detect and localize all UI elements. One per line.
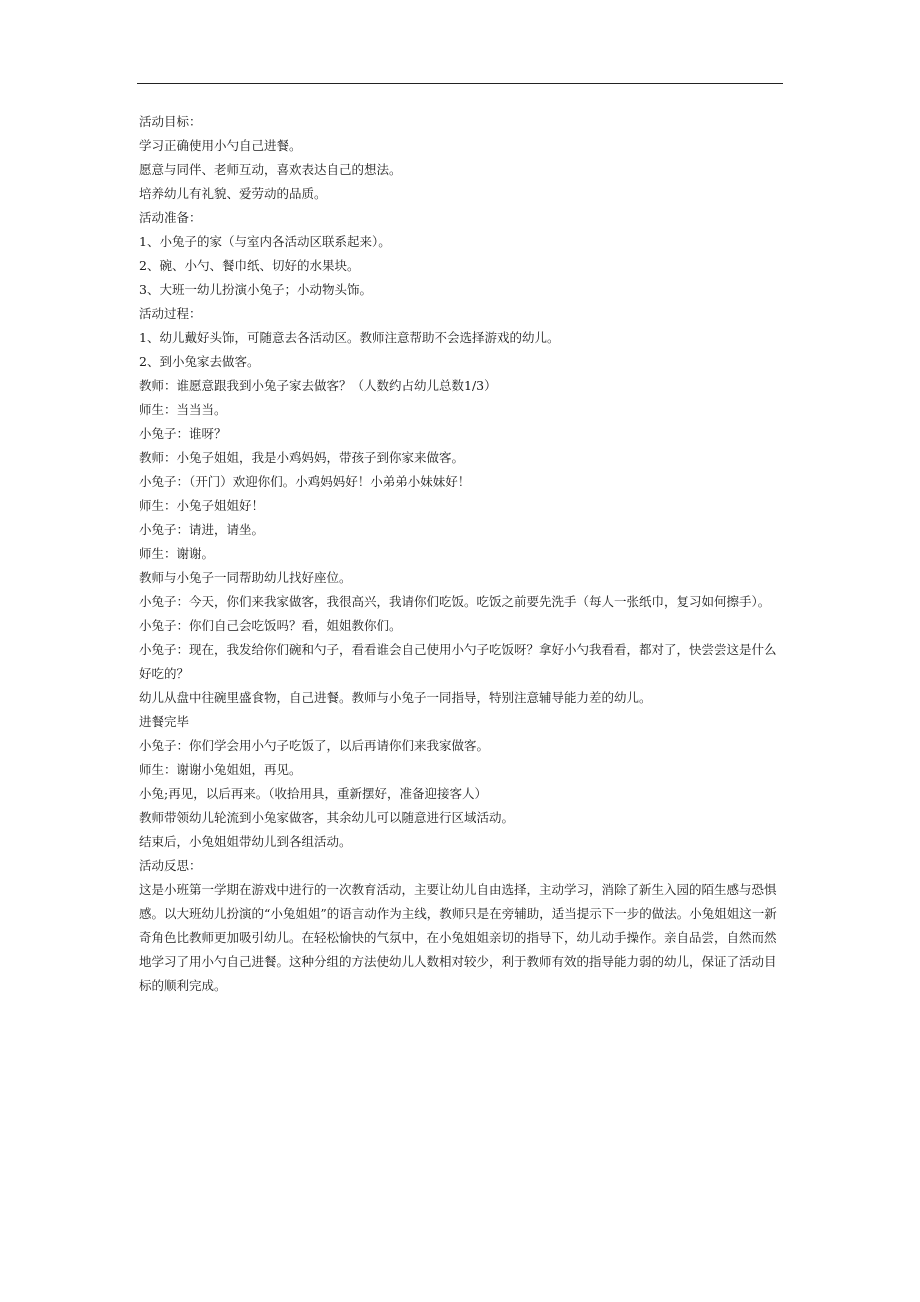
dialogue-line: 小兔子：你们自己会吃饭吗？看，姐姐教你们。 xyxy=(139,618,402,633)
heading-process: 活动过程： xyxy=(139,306,202,321)
dialogue-line: 师生：谢谢。 xyxy=(139,546,215,561)
goal-item: 学习正确使用小勺自己进餐。 xyxy=(139,138,302,153)
preparation-item: 3、大班一幼儿扮演小兔子；小动物头饰。 xyxy=(139,282,372,297)
reflection-paragraph: 这是小班第一学期在游戏中进行的一次教育活动，主要让幼儿自由选择，主动学习，消除了新生入园的陌生感与恐惧感。以大班幼儿扮演的“小兔姐姐”的语言动作为主线，教师只是在旁辅助，适当提示下一步的做法。小兔姐姐这一新奇角色比教师更加吸引幼儿。在轻松愉快的气氛中，在小兔姐姐亲切的指导下，幼儿动手操作。亲自品尝，自然而然地学习了用小勺自己进餐。这种分组的方法使幼儿人数相对较少，利于教师有效的指导能力弱的幼儿，保证了活动目标的顺利完成。 xyxy=(139,882,777,993)
dialogue-line: 教师：谁愿意跟我到小兔子家去做客？（人数约占幼儿总数1/3） xyxy=(139,378,497,393)
dialogue-line: 师生：小兔子姐姐好！ xyxy=(139,498,265,513)
narration-line: 幼儿从盘中往碗里盛食物，自己进餐。教师与小兔子一同指导，特别注意辅导能力差的幼儿。 xyxy=(139,690,652,705)
dialogue-line: 小兔子：你们学会用小勺子吃饭了，以后再请你们来我家做客。 xyxy=(139,738,490,753)
dialogue-line: 小兔子：谁呀？ xyxy=(139,426,227,441)
heading-goals: 活动目标： xyxy=(139,114,202,129)
narration-line: 进餐完毕 xyxy=(139,714,190,729)
preparation-item: 1、小兔子的家（与室内各活动区联系起来）。 xyxy=(139,234,391,249)
narration-line: 结束后，小兔姐姐带幼儿到各组活动。 xyxy=(139,834,352,849)
heading-preparation: 活动准备： xyxy=(139,210,202,225)
dialogue-line: 师生：谢谢小兔姐姐，再见。 xyxy=(139,762,302,777)
process-step: 2、到小兔家去做客。 xyxy=(139,354,260,369)
goal-item: 愿意与同伴、老师互动，喜欢表达自己的想法。 xyxy=(139,162,402,177)
preparation-item: 2、碗、小勺、餐巾纸、切好的水果块。 xyxy=(139,258,360,273)
document-body xyxy=(139,110,785,998)
dialogue-line: 小兔;再见，以后再来。（收拾用具，重新摆好，准备迎接客人） xyxy=(139,786,487,801)
narration-line: 教师与小兔子一同帮助幼儿找好座位。 xyxy=(139,570,352,585)
dialogue-line: 师生：当当当。 xyxy=(139,402,227,417)
dialogue-line: 小兔子：请进，请坐。 xyxy=(139,522,265,537)
dialogue-line: 小兔子：今天，你们来我家做客，我很高兴，我请你们吃饭。吃饭之前要先洗手（每人一张纸巾，复习如何擦手）。 xyxy=(139,594,771,609)
dialogue-line: 教师：小兔子姐姐，我是小鸡妈妈，带孩子到你家来做客。 xyxy=(139,450,465,465)
process-step: 1、幼儿戴好头饰，可随意去各活动区。教师注意帮助不会选择游戏的幼儿。 xyxy=(139,330,560,345)
header-rule xyxy=(137,83,783,84)
dialogue-line: 小兔子：（开门）欢迎你们。小鸡妈妈好！小弟弟小妹妹好！ xyxy=(139,474,471,489)
heading-reflection: 活动反思： xyxy=(139,858,202,873)
narration-line: 教师带领幼儿轮流到小兔家做客，其余幼儿可以随意进行区域活动。 xyxy=(139,810,515,825)
goal-item: 培养幼儿有礼貌、爱劳动的品质。 xyxy=(139,186,327,201)
dialogue-paragraph: 小兔子：现在，我发给你们碗和勺子，看看谁会自己使用小勺子吃饭呀？拿好小勺我看看，都对了，快尝尝这是什么好吃的？ xyxy=(139,642,777,681)
